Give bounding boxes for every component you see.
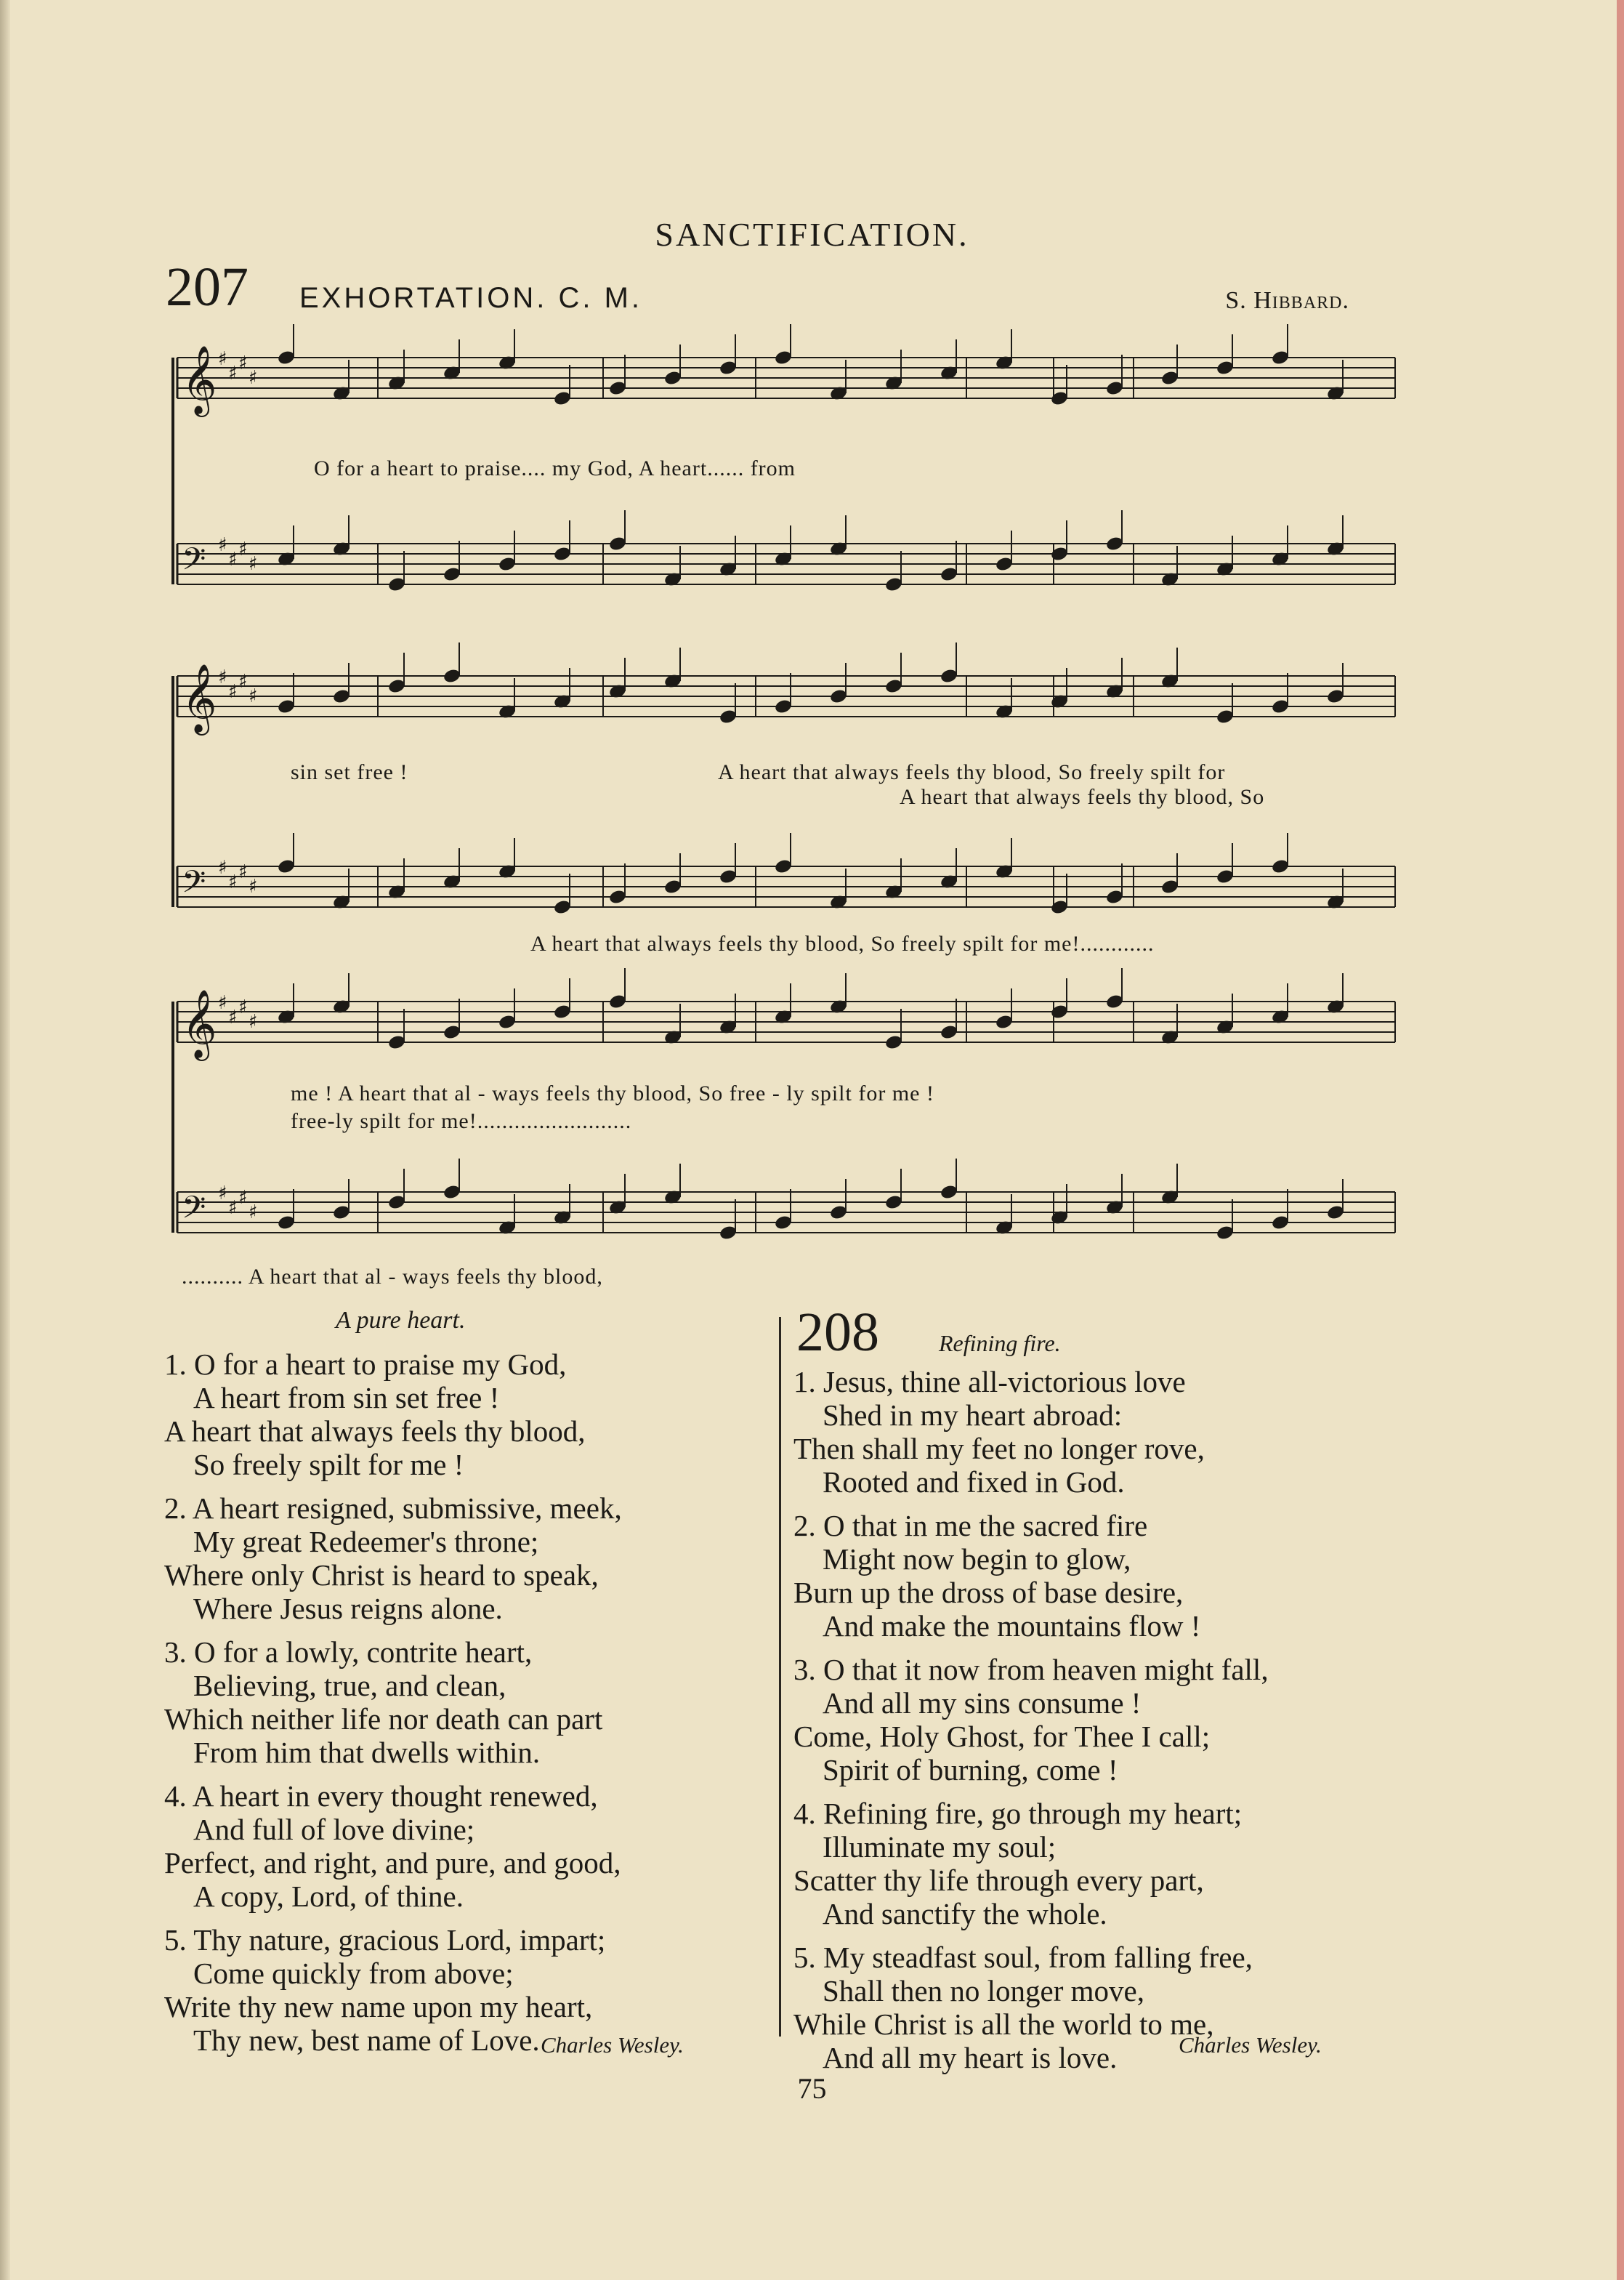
sharp-icon: ♯ [218, 857, 227, 879]
verse-text: A heart from sin set free ! [193, 1381, 500, 1414]
verse-text: O that it now from heaven might fall, [823, 1653, 1269, 1686]
verse-number: 1. [793, 1365, 823, 1398]
verse-line [164, 1736, 767, 1769]
verse-line [793, 1830, 1404, 1864]
verse-line [793, 1432, 1404, 1465]
hymn-208-verses [793, 1365, 1404, 2084]
verse-line [164, 1558, 767, 1592]
verse-text: Jesus, thine all-victorious love [823, 1365, 1186, 1398]
verse-text: A heart resigned, submissive, meek, [192, 1491, 622, 1525]
verse-line [793, 1720, 1404, 1753]
section-title: SANCTIFICATION. [655, 216, 969, 253]
verse-line [793, 1974, 1404, 2007]
verse-number: 4. [164, 1779, 193, 1813]
sharp-icon: ♯ [249, 367, 258, 389]
verse-text: Shall then no longer move, [823, 1974, 1144, 2007]
verse-line [793, 1576, 1404, 1609]
verse-text: From him that dwells within. [193, 1736, 541, 1769]
verse-text: And all my heart is love. [823, 2041, 1118, 2074]
verse-number: 5. [793, 1941, 823, 1974]
verse-text: Thy new, best name of Love. [193, 2023, 540, 2057]
verse-number: 2. [164, 1491, 193, 1525]
tune-name: EXHORTATION. C. M. [299, 282, 643, 314]
sharp-icon: ♯ [249, 1011, 258, 1033]
verse-text: And sanctify the whole. [823, 1897, 1107, 1930]
verse-line [793, 1609, 1404, 1643]
hymn-207-author: Charles Wesley. [541, 2032, 684, 2058]
verse-text: Refining fire, go through my heart; [823, 1797, 1243, 1830]
verse-line [164, 1592, 767, 1625]
verse-line [164, 1846, 767, 1880]
verse-line [793, 1509, 1404, 1542]
verse-line [164, 1957, 767, 1990]
verse-text: A copy, Lord, of thine. [193, 1880, 464, 1913]
treble-clef-icon: 𝄞 [182, 664, 217, 733]
verse-text: And all my sins consume ! [823, 1686, 1142, 1720]
verse-line [164, 1669, 767, 1702]
verse-line [793, 1797, 1404, 1830]
hymn-number-208: 208 [796, 1302, 879, 1363]
verse [793, 1509, 1404, 1643]
verse-line [793, 1398, 1404, 1432]
sharp-icon: ♯ [228, 681, 238, 703]
lyrics-system-3-treble-b: free-ly spilt for me!......................... [291, 1109, 632, 1133]
verse-text: Thy nature, gracious Lord, impart; [193, 1923, 606, 1957]
verse-number: 3. [164, 1635, 194, 1669]
verse-text: Which neither life nor death can part [164, 1702, 603, 1736]
verse-text: Come, Holy Ghost, for Thee I call; [793, 1720, 1211, 1753]
verse-number: 1. [164, 1348, 194, 1381]
sharp-icon: ♯ [228, 1197, 238, 1219]
verse-line [164, 1923, 767, 1957]
verse-line [164, 1414, 767, 1448]
verse-text: Shed in my heart abroad: [823, 1398, 1123, 1432]
sharp-icon: ♯ [218, 666, 227, 688]
verse-line [164, 1635, 767, 1669]
verse-text: O for a lowly, contrite heart, [194, 1635, 533, 1669]
sharp-icon: ♯ [218, 348, 227, 370]
hymn-208-caption: Refining fire. [939, 1330, 1061, 1356]
verse-line [164, 1348, 767, 1381]
sharp-icon: ♯ [228, 549, 238, 571]
verse [164, 1491, 767, 1625]
verse-line [793, 1686, 1404, 1720]
verse-line [164, 1779, 767, 1813]
lyrics-system-3-treble: me ! A heart that al - ways feels thy blood, So free - ly spilt for me ! [291, 1081, 934, 1105]
sharp-icon: ♯ [238, 1187, 248, 1209]
verse-line [164, 1448, 767, 1481]
verse-line [793, 1753, 1404, 1786]
lyrics-system-2-treble-b: A heart that always feels thy blood, So freely spilt for [718, 760, 1226, 784]
sharp-icon: ♯ [238, 671, 248, 693]
verse-text: So freely spilt for me ! [193, 1448, 464, 1481]
verse-line [164, 1990, 767, 2023]
treble-clef-icon: 𝄞 [182, 989, 217, 1058]
verse-line [164, 1491, 767, 1525]
verse-number: 4. [793, 1797, 823, 1830]
sharp-icon: ♯ [249, 876, 258, 898]
verse-text: Write thy new name upon my heart, [164, 1990, 593, 2023]
sharp-icon: ♯ [218, 992, 227, 1014]
verse-text: Might now begin to glow, [823, 1542, 1131, 1576]
sharp-icon: ♯ [249, 553, 258, 575]
verse-line [793, 1542, 1404, 1576]
sharp-icon: ♯ [228, 871, 238, 893]
sharp-icon: ♯ [238, 539, 248, 560]
lyrics-system-2-treble-c: A heart that always feels thy blood, So [900, 785, 1265, 809]
verse [793, 1365, 1404, 1499]
verse-line [793, 1864, 1404, 1897]
verse-text: Perfect, and right, and pure, and good, [164, 1846, 621, 1880]
verse-text: O that in me the sacred fire [823, 1509, 1148, 1542]
verse-text: A heart in every thought renewed, [192, 1779, 598, 1813]
sharp-icon: ♯ [238, 353, 248, 374]
sharp-icon: ♯ [218, 1183, 227, 1204]
verse-line [164, 1525, 767, 1558]
hymn-207-caption: A pure heart. [336, 1307, 466, 1334]
verse [793, 1797, 1404, 1930]
composer-name: S. Hibbard. [1225, 287, 1349, 314]
lyrics-system-2-treble: sin set free ! [291, 760, 408, 784]
verse-text: My steadfast soul, from falling free, [823, 1941, 1253, 1974]
verse-line [793, 1941, 1404, 1974]
sharp-icon: ♯ [228, 1007, 238, 1028]
verse-text: O for a heart to praise my God, [194, 1348, 567, 1381]
verse-text: Believing, true, and clean, [193, 1669, 506, 1702]
sharp-icon: ♯ [238, 996, 248, 1018]
hymn-207-verses [164, 1348, 767, 2067]
sharp-icon: ♯ [249, 1201, 258, 1223]
sharp-icon: ♯ [238, 861, 248, 883]
verse-line [164, 1381, 767, 1414]
verse-text: And full of love divine; [193, 1813, 475, 1846]
sharp-icon: ♯ [218, 534, 227, 556]
sharp-icon: ♯ [228, 363, 238, 384]
verse-text: Then shall my feet no longer rove, [793, 1432, 1205, 1465]
verse-line [793, 1897, 1404, 1930]
verse [164, 1635, 767, 1769]
lyrics-system-3-bass: .......... A heart that al - ways feels thy blood, [182, 1265, 603, 1289]
column-divider [779, 1317, 781, 2037]
verse-text: Where only Christ is heard to speak, [164, 1558, 599, 1592]
verse-text: While Christ is all the world to me, [793, 2007, 1214, 2041]
verse-text: Rooted and fixed in God. [823, 1465, 1125, 1499]
lyrics-system-1: O for a heart to praise.... my God, A heart...... from [314, 456, 796, 480]
lyrics-system-2-bass: A heart that always feels thy blood, So freely spilt for me!............ [530, 932, 1155, 956]
verse-text: Burn up the dross of base desire, [793, 1576, 1184, 1609]
verse-line [793, 1365, 1404, 1398]
treble-clef-icon: 𝄞 [182, 345, 217, 414]
bass-clef-icon: 𝄢 [182, 541, 206, 585]
verse-text: Come quickly from above; [193, 1957, 514, 1990]
verse-text: Illuminate my soul; [823, 1830, 1057, 1864]
verse-line [164, 1880, 767, 1913]
bass-clef-icon: 𝄢 [182, 1190, 206, 1233]
verse-line [793, 1465, 1404, 1499]
verse-line [793, 1653, 1404, 1686]
verse [164, 1779, 767, 1913]
verse [164, 1348, 767, 1481]
hymn-number-207: 207 [166, 257, 249, 318]
verse-number: 3. [793, 1653, 823, 1686]
verse-line [164, 1813, 767, 1846]
verse-text: Where Jesus reigns alone. [193, 1592, 503, 1625]
verse-text: And make the mountains flow ! [823, 1609, 1201, 1643]
verse-number: 2. [793, 1509, 823, 1542]
verse [793, 1653, 1404, 1786]
sharp-icon: ♯ [249, 685, 258, 707]
bass-clef-icon: 𝄢 [182, 864, 206, 908]
verse-number: 5. [164, 1923, 194, 1957]
verse-line [164, 1702, 767, 1736]
hymn-208-author: Charles Wesley. [1179, 2032, 1322, 2058]
verse-text: Spirit of burning, come ! [823, 1753, 1118, 1786]
verse-text: Scatter thy life through every part, [793, 1864, 1204, 1897]
page-number: 75 [797, 2072, 827, 2105]
verse-text: A heart that always feels thy blood, [164, 1414, 586, 1448]
verse-text: My great Redeemer's throne; [193, 1525, 539, 1558]
